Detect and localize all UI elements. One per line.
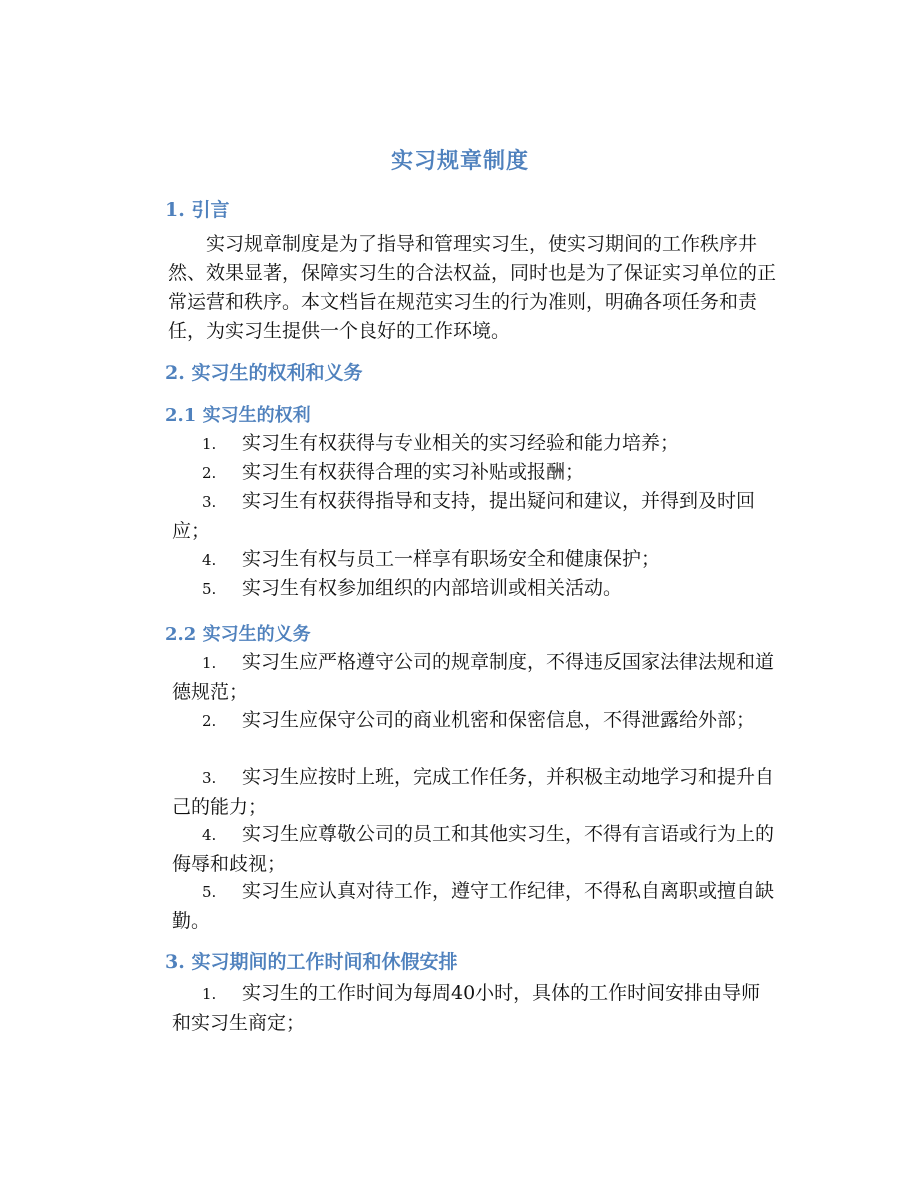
rights-list-item — [172, 574, 778, 604]
rights-list-item — [172, 458, 778, 488]
list-item-number: 2. — [202, 712, 217, 730]
list-item-text: 实习生有权获得指导和支持，提出疑问和建议，并得到及时回应； — [172, 490, 756, 542]
list-item-text: 实习生有权与员工一样享有职场安全和健康保护； — [242, 548, 661, 570]
section-heading-intro: 1. 引言 — [165, 199, 230, 221]
rights-list-item — [172, 429, 778, 459]
list-item-text: 实习生有权参加组织的内部培训或相关活动。 — [242, 577, 623, 599]
list-item-text: 实习生的工作时间为每周40小时，具体的工作时间安排由导师和实习生商定； — [172, 982, 761, 1034]
list-item-number: 1. — [202, 654, 217, 672]
duties-list-item — [172, 648, 778, 707]
list-item-number: 4. — [202, 551, 217, 569]
list-item-text: 实习生应认真对待工作，遵守工作纪律，不得私自离职或擅自缺勤。 — [172, 880, 775, 932]
list-item-number: 4. — [202, 826, 217, 844]
duties-list-item — [172, 763, 778, 822]
list-item-text: 实习生有权获得合理的实习补贴或报酬； — [242, 461, 585, 483]
list-item-number: 3. — [202, 493, 217, 511]
list-item-text: 实习生有权获得与专业相关的实习经验和能力培养； — [242, 432, 680, 454]
duties-list-item — [172, 706, 778, 736]
list-item-number: 2. — [202, 464, 217, 482]
list-item-number: 3. — [202, 769, 217, 787]
list-item-text: 实习生应按时上班，完成工作任务，并积极主动地学习和提升自己的能力； — [172, 766, 775, 818]
rights-list-item — [172, 487, 778, 546]
document-title: 实习规章制度 — [390, 148, 529, 174]
section-heading-work-hours: 3. 实习期间的工作时间和休假安排 — [165, 951, 458, 973]
intro-paragraph — [168, 230, 778, 346]
intro-paragraph-text: 实习规章制度是为了指导和管理实习生，使实习期间的工作秩序井然、效果显著，保障实习生的合法权益，同时也是为了保证实习单位的正常运营和秩序。本文档旨在规范实习生的行为准则，明确各项任务和责任，为实习生提供一个良好的工作环境。 — [168, 233, 777, 342]
list-item-number: 5. — [202, 883, 217, 901]
rights-list-item — [172, 545, 778, 575]
work-hours-list-item — [172, 979, 778, 1038]
list-item-number: 1. — [202, 985, 217, 1003]
list-item-text: 实习生应尊敬公司的员工和其他实习生，不得有言语或行为上的侮辱和歧视； — [172, 823, 775, 875]
duties-list-item — [172, 877, 778, 936]
duties-list-item — [172, 820, 778, 879]
subsection-heading-duties: 2.2 实习生的义务 — [165, 624, 311, 645]
list-item-number: 5. — [202, 580, 217, 598]
list-item-text: 实习生应严格遵守公司的规章制度，不得违反国家法律法规和道德规范； — [172, 651, 775, 703]
subsection-heading-rights: 2.1 实习生的权利 — [165, 405, 311, 426]
list-item-text: 实习生应保守公司的商业机密和保密信息，不得泄露给外部； — [242, 709, 756, 731]
list-item-number: 1. — [202, 435, 217, 453]
section-heading-rights-duties: 2. 实习生的权利和义务 — [165, 362, 363, 384]
